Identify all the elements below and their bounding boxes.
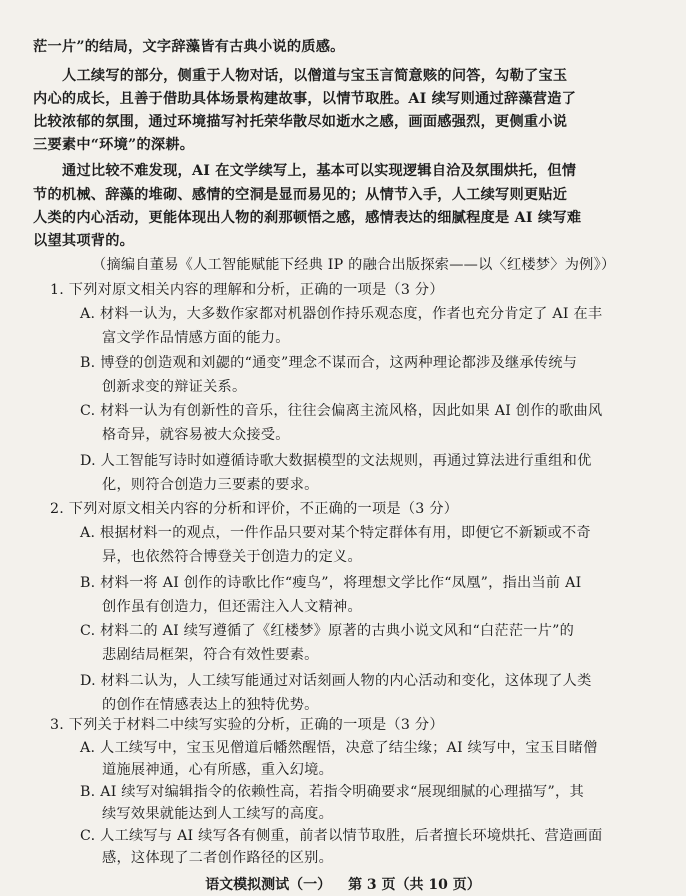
option-line: 格奇异，就容易被大众接受。 [102, 427, 290, 443]
option-line: A. 材料一认为，大多数作家都对机器创作持乐观态度，作者也充分肯定了 AI 在丰 [80, 306, 603, 322]
passage-line: 通过比较不难发现，AI 在文学续写上，基本可以实现逻辑自洽及氛围烘托，但情 [62, 163, 577, 179]
option-line: A. 根据材料一的观点，一件作品只要对某个特定群体有用，即便它不新颖或不奇 [80, 525, 591, 541]
option-line: C. 材料一认为有创新性的音乐，往往会偏离主流风格，因此如果 AI 创作的歌曲风 [80, 403, 603, 419]
passage-line: 茫一片”的结局，文字辞藻皆有古典小说的质感。 [33, 39, 345, 55]
passage-line: 节的机械、辞藻的堆砌、感情的空洞是显而易见的；从情节入手，人工续写则更贴近 [33, 187, 568, 203]
option-line: 化，则符合创造力三要素的要求。 [102, 477, 319, 493]
option-line: 的创作在情感表达上的独特优势。 [102, 697, 319, 713]
question-stem: 2. 下列对原文相关内容的分析和评价，不正确的一项是（3 分） [50, 501, 459, 517]
footer-exam-title: 语文模拟测试（一） [205, 877, 332, 893]
question-stem: 1. 下列对原文相关内容的理解和分析，正确的一项是（3 分） [50, 282, 444, 298]
option-line: 续写效果就能达到人工续写的高度。 [102, 806, 334, 822]
option-line: D. 材料二认为，人工续写能通过对话刻画人物的内心活动和变化，这体现了人类 [80, 673, 592, 689]
option-line: C. 人工续写与 AI 续写各有侧重，前者以情节取胜，后者擅长环境烘托、营造画面 [80, 828, 603, 844]
option-line: 道施展神通，心有所感，重入幻境。 [102, 762, 334, 778]
passage-line: 人工续写的部分，侧重于人物对话，以僧道与宝玉言简意赅的问答，勾勒了宝玉 [62, 68, 568, 84]
passage-line: 以望其项背的。 [33, 233, 135, 249]
passage-line: 三要素中“环境”的深耕。 [33, 137, 195, 153]
option-line: B. 材料一将 AI 创作的诗歌比作“瘦鸟”，将理想文学比作“凤凰”，指出当前 AI [80, 575, 582, 591]
option-line: B. AI 续写对编辑指令的依赖性高，若指令明确要求“展现细腻的心理描写”，其 [80, 784, 584, 800]
option-line: 创作虽有创造力，但还需注入人文精神。 [102, 599, 362, 615]
option-line: 感，这体现了二者创作路径的区别。 [102, 850, 334, 866]
option-line: B. 博登的创造观和刘勰的“通变”理念不谋而合，这两种理论都涉及继承传统与 [80, 355, 578, 371]
question-stem: 3. 下列关于材料二中续写实验的分析，正确的一项是（3 分） [50, 717, 444, 733]
source-citation: （摘编自董易《人工智能赋能下经典 IP 的融合出版探索——以〈红楼梦〉为例》） [92, 257, 616, 273]
option-line: D. 人工智能写诗时如遵循诗歌大数据模型的文法规则，再通过算法进行重组和优 [80, 453, 592, 469]
page-footer [0, 874, 686, 894]
passage-line: 比较浓郁的氛围，通过环境描写衬托荣华散尽如逝水之感，画面感强烈，更侧重小说 [33, 114, 568, 130]
option-line: A. 人工续写中，宝玉见僧道后幡然醒悟，决意了结尘缘；AI 续写中，宝玉目睹僧 [80, 740, 598, 756]
option-line: 悲剧结局框架，符合有效性要素。 [102, 647, 319, 663]
option-line: 创新求变的辩证关系。 [102, 379, 247, 395]
option-line: C. 材料二的 AI 续写遵循了《红楼梦》原著的古典小说文风和“白茫茫一片”的 [80, 623, 575, 639]
passage-line: 人类的内心活动，更能体现出人物的刹那顿悟之感，感情表达的细腻程度是 AI 续写难 [33, 210, 582, 226]
passage-line: 内心的成长，且善于借助具体场景构建故事，以情节取胜。AI 续写则通过辞藻营造了 [33, 91, 577, 107]
option-line: 富文学作品情感方面的能力。 [102, 330, 290, 346]
footer-page-number: 第 3 页（共 10 页） [348, 877, 481, 893]
option-line: 异，也依然符合博登关于创造力的定义。 [102, 549, 362, 565]
